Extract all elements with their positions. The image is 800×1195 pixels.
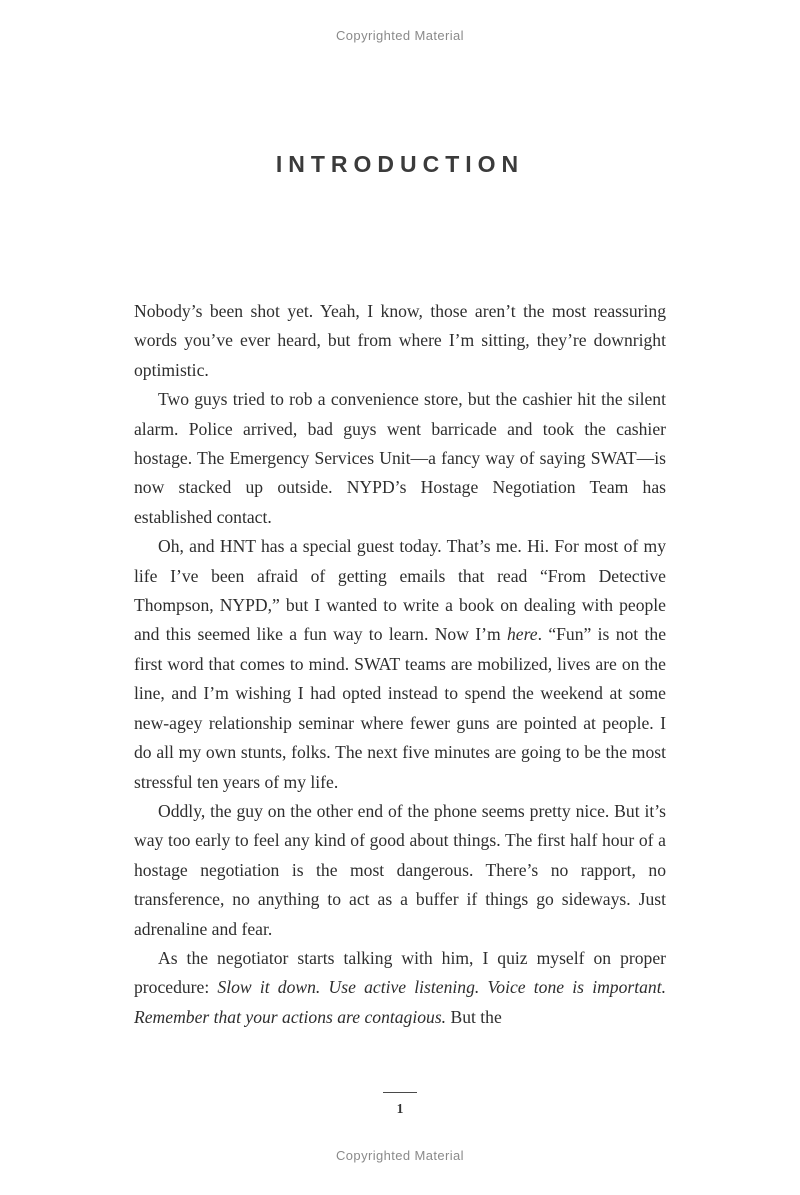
text-segment: Two guys tried to rob a convenience store, but the cashier hit the silent alarm. Police arrived, bad guys went barricade and took the cashier hostage. The Emergency Services Unit—a fancy way of saying SWAT—is now stacked up outside. NYPD’s Hostage Negotiation Team has established contact. [134, 389, 666, 527]
text-segment: . “Fun” is not the first word that comes to mind. SWAT teams are mobilized, lives are on the line, and I’m wishing I had opted instead to spend the weekend at some new-agey relationship seminar where fewer guns are pointed at people. I do all my own stunts, folks. The next five minutes are going to be the most stressful ten years of my life. [134, 624, 667, 792]
text-segment: Nobody’s been shot yet. Yeah, I know, those aren’t the most reassuring words you’ve ever heard, but from where I’m sitting, they’re downright optimistic. [134, 301, 666, 380]
text-segment: But the [446, 1006, 502, 1027]
paragraph [134, 797, 666, 944]
paragraph [134, 532, 666, 797]
chapter-heading: INTRODUCTION [275, 151, 525, 177]
text-segment: Oh, and HNT has a special guest today. That’s me. Hi. For most of my life I’ve been afraid of getting emails that read “From Detective Thompson, NYPD,” but I wanted to write a book on dealing with people and this seemed like a fun way to learn. Now I’m [134, 536, 666, 645]
copyright-notice-bottom: Copyrighted Material [336, 1148, 464, 1163]
copyright-notice-top: Copyrighted Material [336, 28, 464, 43]
italic-text-segment: here [506, 624, 538, 645]
paragraph [134, 385, 666, 532]
paragraph [134, 297, 666, 385]
body-text [134, 297, 666, 1032]
italic-text-segment: Slow it down. Use active listening. Voice tone is important. Remember that your actions are contagious. [134, 977, 666, 1027]
page-number: 1 [396, 1101, 404, 1116]
paragraph [134, 944, 666, 1032]
text-segment: Oddly, the guy on the other end of the phone seems pretty nice. But it’s way too early to feel any kind of good about things. The first half hour of a hostage negotiation is the most dangerous. There’s no rapport, no transference, no anything to act as a buffer if things go sideways. Just adrenaline and fear. [134, 800, 666, 939]
footer-rule [383, 1092, 417, 1093]
text-segment: As the negotiator starts talking with him, I quiz myself on proper procedure: [134, 947, 666, 998]
